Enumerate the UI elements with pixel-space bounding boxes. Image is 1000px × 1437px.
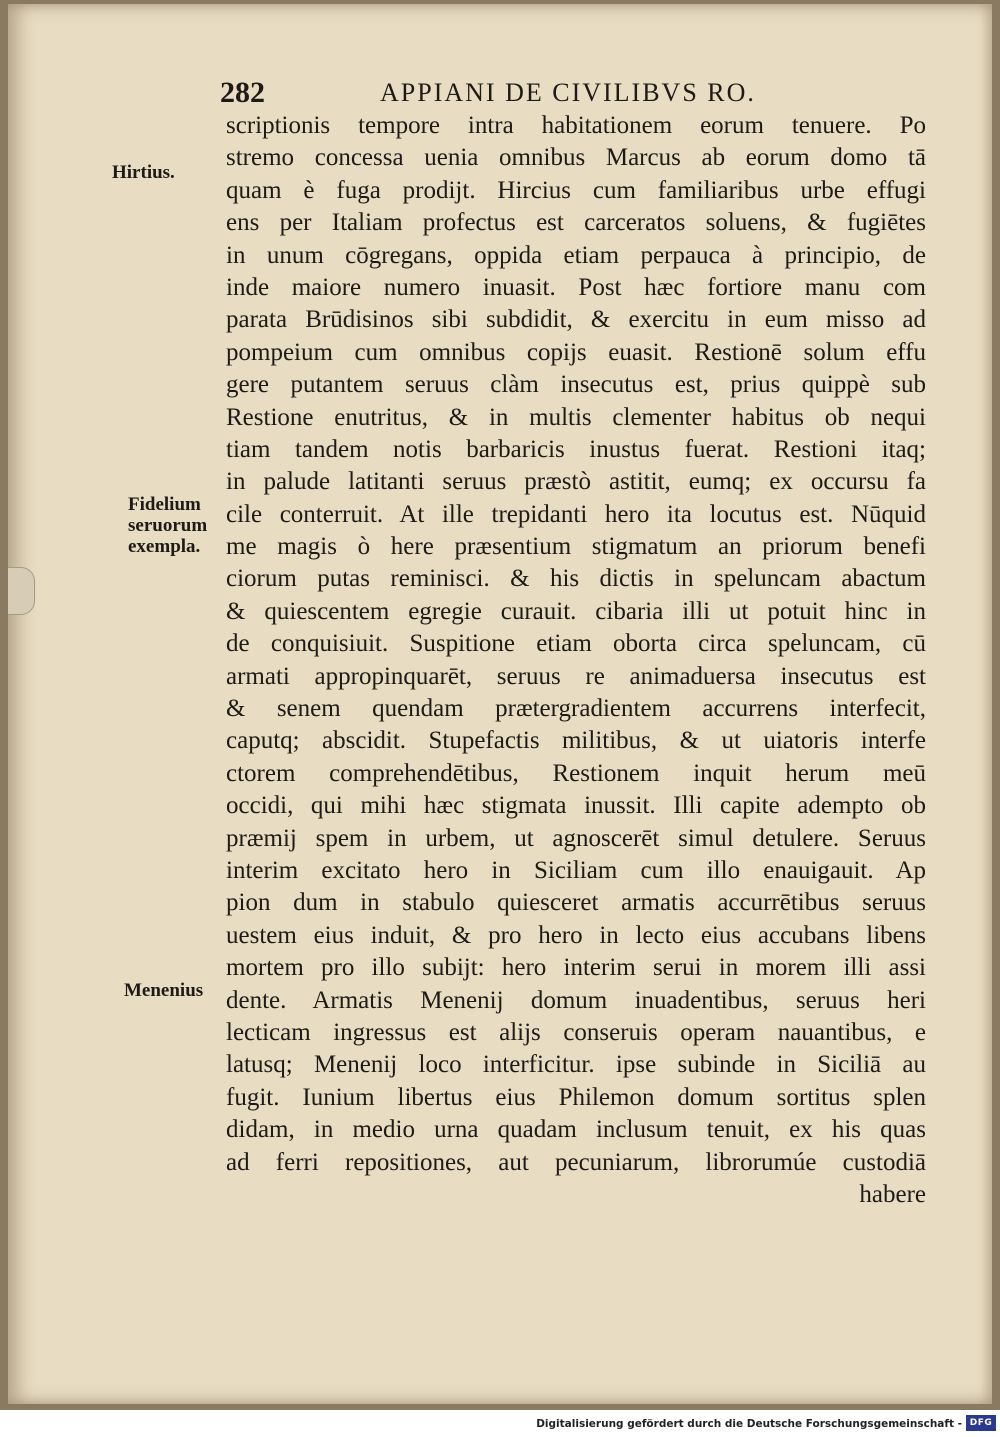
marginal-line: Fidelium xyxy=(128,494,201,515)
marginal-line: seruorum xyxy=(128,515,208,536)
text-line: mortem pro illo subijt: hero interim serui in morem illi assi xyxy=(226,954,926,982)
text-line: & senem quendam prætergradientem accurrens interfecit, xyxy=(226,695,926,723)
text-line: occidi, qui mihi hæc stigmata inussit. Illi capite adempto ob xyxy=(226,792,926,820)
text-line: inde maiore numero inuasit. Post hæc fortiore manu com xyxy=(226,273,926,301)
running-title: APPIANI DE CIVILIBVS RO. xyxy=(380,78,756,107)
text-line: quam è fuga prodijt. Hircius cum familiaribus urbe effugi xyxy=(226,176,926,204)
text-line: in unum cōgregans, oppida etiam perpauca à principio, de xyxy=(226,241,926,269)
catchword: habere xyxy=(859,1180,926,1208)
marginal-note-fidelium xyxy=(128,494,207,557)
text-line: ad ferri repositiones, aut pecuniarum, librorumúe custodiā xyxy=(226,1148,926,1176)
text-line: caputq; abscidit. Stupefactis militibus, & ut uiatoris interfe xyxy=(226,727,926,755)
text-line: pion dum in stabulo quiesceret armatis accurrētibus seruus xyxy=(226,889,926,917)
text-line: ciorum putas reminisci. & his dictis in speluncam abactum xyxy=(226,565,926,593)
dfg-logo-icon: DFG xyxy=(966,1415,996,1431)
text-line: cile conterruit. At ille trepidanti hero ita locutus est. Nūquid xyxy=(226,500,926,528)
text-line: dente. Armatis Menenij domum inuadentibus, seruus heri xyxy=(226,986,926,1014)
marginal-note-menenius: Menenius xyxy=(124,980,204,1001)
text-line: tiam tandem notis barbaricis inustus fuerat. Restioni itaq; xyxy=(226,435,926,463)
body-text xyxy=(226,110,926,1211)
footer-bar xyxy=(0,1410,1000,1437)
text-line: latusq; Menenij loco interficitur. ipse subinde in Siciliā au xyxy=(226,1051,926,1079)
text-line: armati appropinquarēt, seruus re animaduersa insecutus est xyxy=(226,662,926,690)
text-line: ens per Italiam profectus est carceratos soluens, & fugiētes xyxy=(226,209,926,237)
text-line: gere putantem seruus clàm insecutus est, prius quippè sub xyxy=(226,371,926,399)
text-line: ctorem comprehendētibus, Restionem inquit herum meū xyxy=(226,759,926,787)
text-line: de conquisiuit. Suspitione etiam oborta circa speluncam, cū xyxy=(226,630,926,658)
text-line: stremo concessa uenia omnibus Marcus ab eorum domo tā xyxy=(226,144,926,172)
text-line: lecticam ingressus est alijs conseruis operam nauantibus, e xyxy=(226,1018,926,1046)
page-number: 282 xyxy=(220,76,265,109)
text-line: pompeium cum omnibus copijs euasit. Restionē solum effu xyxy=(226,338,926,366)
text-line: didam, in medio urna quadam inclusum tenuit, ex his quas xyxy=(226,1116,926,1144)
marginal-line: exempla. xyxy=(128,536,201,557)
text-line: uestem eius induit, & pro hero in lecto eius accubans libens xyxy=(226,921,926,949)
text-line: scriptionis tempore intra habitationem eorum tenuere. Po xyxy=(226,112,926,139)
text-line: Restione enutritus, & in multis clementer habitus ob nequi xyxy=(226,403,926,431)
page-clip xyxy=(8,567,35,615)
text-line: fugit. Iunium libertus eius Philemon domum sortitus splen xyxy=(226,1083,926,1111)
text-line: præmij spem in urbem, ut agnoscerēt simul detulere. Seruus xyxy=(226,824,926,852)
funding-credit: Digitalisierung gefördert durch die Deutsche Forschungsgemeinschaft - xyxy=(536,1418,962,1430)
text-line: interim excitato hero in Siciliam cum illo enauigauit. Ap xyxy=(226,856,926,884)
text-line: & quiescentem egregie curauit. cibaria illi ut potuit hinc in xyxy=(226,597,926,625)
marginal-note-hirtius: Hirtius. xyxy=(112,162,175,183)
text-line: parata Brūdisinos sibi subdidit, & exercitu in eum misso ad xyxy=(226,306,926,334)
running-head xyxy=(220,76,930,110)
text-line: me magis ò here præsentium stigmatum an priorum benefi xyxy=(226,533,926,561)
text-line: in palude latitanti seruus præstò astitit, eumq; ex occursu fa xyxy=(226,468,926,496)
